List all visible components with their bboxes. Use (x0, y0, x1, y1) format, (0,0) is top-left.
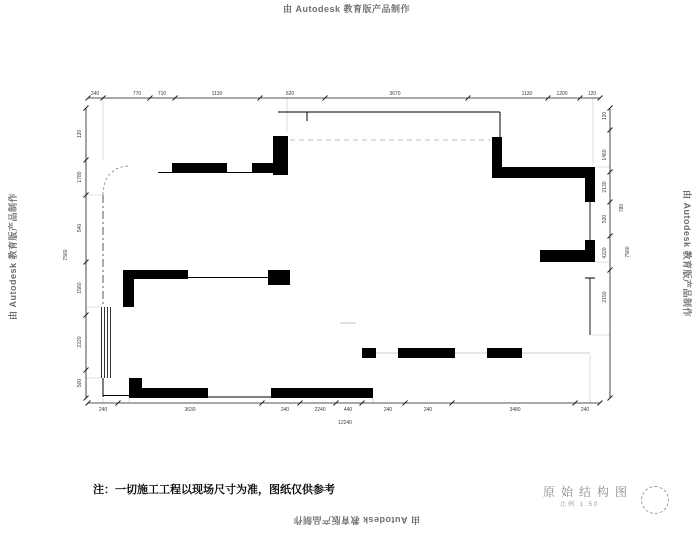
walls (123, 136, 595, 398)
wall-segment (362, 348, 376, 358)
balcony-boundary-line (278, 112, 500, 137)
dimension-label: 120 (602, 111, 608, 121)
dimension-label: 1560 (77, 282, 83, 294)
wall-segment (540, 250, 595, 262)
construction-note: 注：一切施工工程以现场尺寸为准，图纸仅供参考 (93, 484, 335, 496)
dimension-label: 440 (343, 407, 353, 413)
wall-segment (398, 348, 455, 358)
watermark-top: 由 Autodesk 教育版产品制作 (283, 4, 411, 14)
dimension-label: 2150 (602, 291, 608, 303)
dimension-label: 240 (280, 407, 290, 413)
watermark-left: 由 Autodesk 教育版产品制作 (8, 192, 18, 320)
dimension-label: 240 (98, 407, 108, 413)
dimension-labels-left (63, 130, 83, 388)
dimension-label: 1780 (77, 171, 83, 183)
wall-segment (268, 270, 290, 285)
watermark-right: 由 Autodesk 教育版产品制作 (682, 190, 692, 318)
dimension-label: 1130 (521, 91, 533, 97)
dimension-label: 620 (285, 91, 295, 97)
dimension-label: 240 (423, 407, 433, 413)
dimension-label: 240 (90, 91, 100, 97)
dimension-label: 1200 (556, 91, 568, 97)
dimension-labels-bottom (99, 407, 590, 426)
wall-segment (273, 136, 288, 175)
extension-lines (86, 98, 610, 403)
left-window-lines (102, 307, 111, 378)
dimension-label: 780 (619, 203, 625, 213)
right-window-line-lower (585, 278, 595, 335)
dimension-label: 2240 (314, 407, 326, 413)
dimension-label: 710 (157, 91, 167, 97)
dimension-label: 770 (132, 91, 142, 97)
wall-segment (271, 388, 373, 398)
dimension-total-label: 7560 (625, 246, 631, 258)
wall-segment (492, 167, 593, 178)
drawing-title: 原始结构图 (543, 485, 634, 499)
wall-segment (487, 348, 522, 358)
dimension-label: 3670 (389, 91, 401, 97)
dimension-total-label: 12240 (338, 420, 352, 426)
drawing-scale: 比例 1:50 (560, 502, 600, 508)
dimension-label: 1460 (602, 149, 608, 161)
dimension-label: 4220 (602, 247, 608, 259)
dimension-total-label: 7560 (63, 249, 69, 261)
dimension-label: 240 (383, 407, 393, 413)
wall-segment (172, 163, 227, 173)
title-stamp-circle (641, 486, 669, 514)
wall-segment (585, 167, 595, 202)
dimension-label: 540 (77, 223, 83, 233)
wall-segment (129, 388, 208, 398)
dimension-label: 2130 (602, 181, 608, 193)
watermark-bottom: 由 Autodesk 教育版产品制作 (292, 515, 420, 525)
dimension-label: 2220 (77, 336, 83, 348)
dimension-label: 3480 (509, 407, 521, 413)
dimension-label: 240 (580, 407, 590, 413)
dimension-label: 120 (77, 129, 83, 139)
dimension-label: 3630 (184, 407, 196, 413)
dimension-label: 530 (602, 214, 608, 224)
dimension-label: 500 (77, 378, 83, 388)
left-wall-lower-line (103, 378, 129, 397)
entry-arc (103, 166, 128, 195)
dimension-label: 1130 (211, 91, 223, 97)
dimension-labels-right (602, 112, 631, 303)
dimension-label: 120 (587, 91, 597, 97)
dimension-labels-top (91, 91, 597, 97)
wall-segment (123, 270, 134, 307)
